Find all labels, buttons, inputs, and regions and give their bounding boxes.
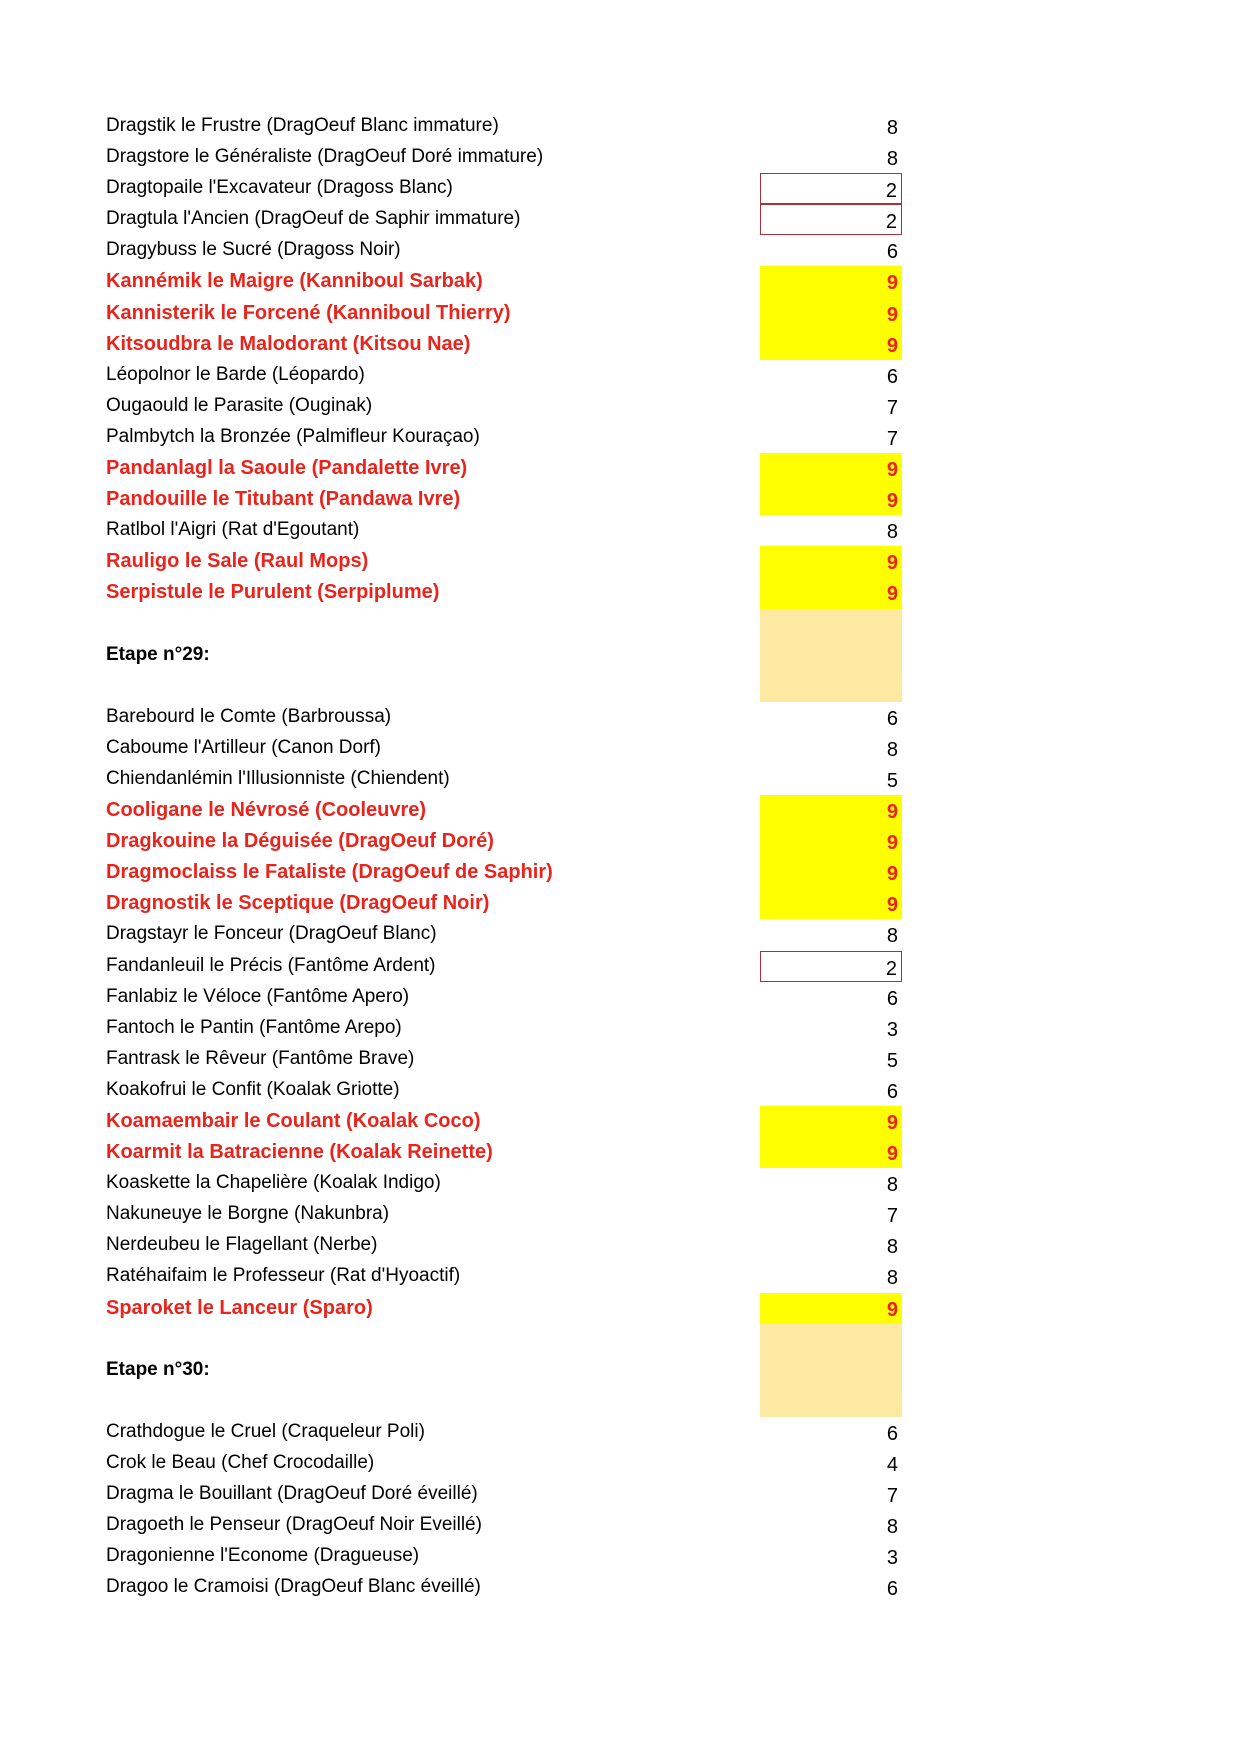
section-heading: Etape n°29:: [106, 643, 210, 665]
monster-name: Nerdeubeu le Flagellant (Nerbe): [106, 1234, 378, 1256]
monster-row: [0, 1075, 1241, 1106]
monster-name: Dragstayr le Fonceur (DragOeuf Blanc): [106, 923, 437, 945]
score-cell: 6: [886, 1422, 898, 1445]
monster-row: [0, 857, 1241, 888]
score-cell: 6: [886, 241, 898, 264]
score-cell: 5: [886, 1049, 898, 1072]
monster-name: Dragstore le Généraliste (DragOeuf Doré immature): [106, 146, 544, 168]
monster-row: [0, 1106, 1241, 1137]
score-cell: 9: [760, 546, 902, 577]
monster-name: Sparoket le Lanceur (Sparo): [106, 1296, 373, 1319]
monster-name: Dragonienne l'Econome (Dragueuse): [106, 1545, 420, 1567]
section-heading: Etape n°30:: [106, 1358, 210, 1380]
score-cell: 6: [886, 707, 898, 730]
monster-row: [0, 733, 1241, 764]
score-cell: 8: [886, 925, 898, 948]
score-cell: 9: [760, 826, 902, 857]
monster-row: [0, 515, 1241, 546]
monster-name: Kitsoudbra le Malodorant (Kitsou Nae): [106, 332, 471, 355]
monster-row: [0, 1293, 1241, 1324]
score-cell: 9: [760, 1293, 902, 1324]
monster-row: [0, 1013, 1241, 1044]
monster-row: [0, 1448, 1241, 1479]
monster-name: Koakofrui le Confit (Koalak Griotte): [106, 1078, 400, 1100]
monster-row: [0, 1479, 1241, 1510]
score-cell: 8: [886, 1516, 898, 1539]
monster-row: [0, 142, 1241, 173]
score-cell: 9: [760, 453, 902, 484]
monster-row: [0, 422, 1241, 453]
monster-name: Caboume l'Artilleur (Canon Dorf): [106, 736, 382, 758]
monster-row: [0, 266, 1241, 297]
monster-row: [0, 360, 1241, 391]
monster-name: Ratéhaifaim le Professeur (Rat d'Hyoactif): [106, 1265, 461, 1287]
score-cell: 8: [886, 1174, 898, 1197]
score-cell: 3: [886, 1547, 898, 1570]
monster-row: [0, 1261, 1241, 1292]
monster-name: Ratlbol l'Aigri (Rat d'Egoutant): [106, 519, 360, 541]
score-cell: 9: [760, 1137, 902, 1168]
score-cell: 2: [760, 204, 902, 235]
score-cell: 8: [886, 521, 898, 544]
monster-name: Chiendanlémin l'Illusionniste (Chiendent): [106, 767, 450, 789]
monster-name: Dragtula l'Ancien (DragOeuf de Saphir immature): [106, 208, 521, 230]
monster-name: Dragoeth le Penseur (DragOeuf Noir Eveillé): [106, 1514, 482, 1536]
monster-row: [0, 329, 1241, 360]
monster-row: [0, 951, 1241, 982]
section-heading-row: [0, 609, 1241, 702]
monster-name: Kannémik le Maigre (Kanniboul Sarbak): [106, 270, 483, 293]
score-cell: 9: [760, 857, 902, 888]
monster-name: Dragma le Bouillant (DragOeuf Doré éveillé): [106, 1483, 478, 1505]
monster-row: [0, 919, 1241, 950]
score-cell: 8: [886, 1236, 898, 1259]
score-cell: 7: [886, 1205, 898, 1228]
monster-name: Barebourd le Comte (Barbroussa): [106, 705, 392, 727]
score-cell: 8: [886, 117, 898, 139]
spreadsheet-page: [0, 111, 1241, 1604]
score-cell: 9: [760, 329, 902, 360]
heading-fill-cell: [760, 1324, 902, 1417]
score-cell: 6: [886, 1578, 898, 1601]
monster-row: [0, 1572, 1241, 1603]
monster-row: [0, 1168, 1241, 1199]
score-cell: 8: [886, 148, 898, 171]
monster-row: [0, 391, 1241, 422]
monster-row: [0, 1510, 1241, 1541]
monster-name: Fantoch le Pantin (Fantôme Arepo): [106, 1016, 402, 1038]
score-cell: 7: [886, 427, 898, 450]
monster-row: [0, 1230, 1241, 1261]
monster-row: [0, 982, 1241, 1013]
monster-name: Koaskette la Chapelière (Koalak Indigo): [106, 1172, 441, 1194]
score-cell: 8: [886, 1267, 898, 1290]
monster-row: [0, 577, 1241, 608]
monster-row: [0, 1137, 1241, 1168]
score-cell: 9: [760, 484, 902, 515]
monster-row: [0, 1044, 1241, 1075]
score-cell: 2: [760, 951, 902, 982]
score-cell: 9: [760, 1106, 902, 1137]
monster-row: [0, 298, 1241, 329]
monster-row: [0, 826, 1241, 857]
monster-name: Fantrask le Rêveur (Fantôme Brave): [106, 1047, 415, 1069]
score-cell: 7: [886, 1485, 898, 1508]
score-cell: 4: [886, 1454, 898, 1477]
score-cell: 8: [886, 738, 898, 761]
monster-name: Léopolnor le Barde (Léopardo): [106, 363, 365, 385]
monster-name: Rauligo le Sale (Raul Mops): [106, 550, 369, 573]
monster-row: [0, 173, 1241, 204]
monster-row: [0, 235, 1241, 266]
monster-name: Koamaembair le Coulant (Koalak Coco): [106, 1110, 481, 1133]
score-cell: 6: [886, 365, 898, 388]
score-cell: 7: [886, 396, 898, 419]
monster-row: [0, 1199, 1241, 1230]
monster-name: Serpistule le Purulent (Serpiplume): [106, 581, 440, 604]
section-heading-row: [0, 1324, 1241, 1417]
monster-name: Pandanlagl la Saoule (Pandalette Ivre): [106, 457, 468, 480]
monster-row: [0, 702, 1241, 733]
heading-fill-cell: [760, 609, 902, 702]
monster-name: Crok le Beau (Chef Crocodaille): [106, 1452, 375, 1474]
monster-name: Kannisterik le Forcené (Kanniboul Thierry): [106, 301, 511, 324]
monster-name: Dragoo le Cramoisi (DragOeuf Blanc éveillé): [106, 1576, 481, 1598]
score-cell: 9: [760, 577, 902, 608]
monster-name: Koarmit la Batracienne (Koalak Reinette): [106, 1141, 493, 1164]
score-cell: 5: [886, 769, 898, 792]
monster-name: Palmbytch la Bronzée (Palmifleur Kouraçao): [106, 425, 480, 447]
score-cell: 2: [760, 173, 902, 204]
monster-name: Cooligane le Névrosé (Cooleuvre): [106, 799, 427, 822]
monster-row: [0, 1417, 1241, 1448]
monster-row: [0, 888, 1241, 919]
score-cell: 9: [760, 888, 902, 919]
monster-name: Dragnostik le Sceptique (DragOeuf Noir): [106, 892, 490, 915]
monster-name: Pandouille le Titubant (Pandawa Ivre): [106, 488, 461, 511]
score-cell: 6: [886, 1080, 898, 1103]
monster-name: Dragmoclaiss le Fataliste (DragOeuf de Saphir): [106, 861, 553, 884]
monster-name: Ougaould le Parasite (Ouginak): [106, 394, 373, 416]
monster-row: [0, 111, 1241, 142]
score-cell: 9: [760, 266, 902, 297]
score-cell: 9: [760, 795, 902, 826]
monster-row: [0, 453, 1241, 484]
score-cell: 3: [886, 1018, 898, 1041]
monster-name: Fandanleuil le Précis (Fantôme Ardent): [106, 954, 436, 976]
monster-name: Dragtopaile l'Excavateur (Dragoss Blanc): [106, 177, 453, 199]
monster-row: [0, 204, 1241, 235]
monster-name: Crathdogue le Cruel (Craqueleur Poli): [106, 1420, 425, 1442]
monster-row: [0, 795, 1241, 826]
monster-name: Dragkouine la Déguisée (DragOeuf Doré): [106, 830, 494, 853]
monster-name: Fanlabiz le Véloce (Fantôme Apero): [106, 985, 410, 1007]
monster-row: [0, 484, 1241, 515]
monster-row: [0, 1541, 1241, 1572]
monster-name: Dragstik le Frustre (DragOeuf Blanc immature): [106, 115, 499, 136]
monster-row: [0, 546, 1241, 577]
score-cell: 6: [886, 987, 898, 1010]
monster-row: [0, 764, 1241, 795]
monster-name: Nakuneuye le Borgne (Nakunbra): [106, 1203, 390, 1225]
score-cell: 9: [760, 298, 902, 329]
monster-name: Dragybuss le Sucré (Dragoss Noir): [106, 239, 401, 261]
